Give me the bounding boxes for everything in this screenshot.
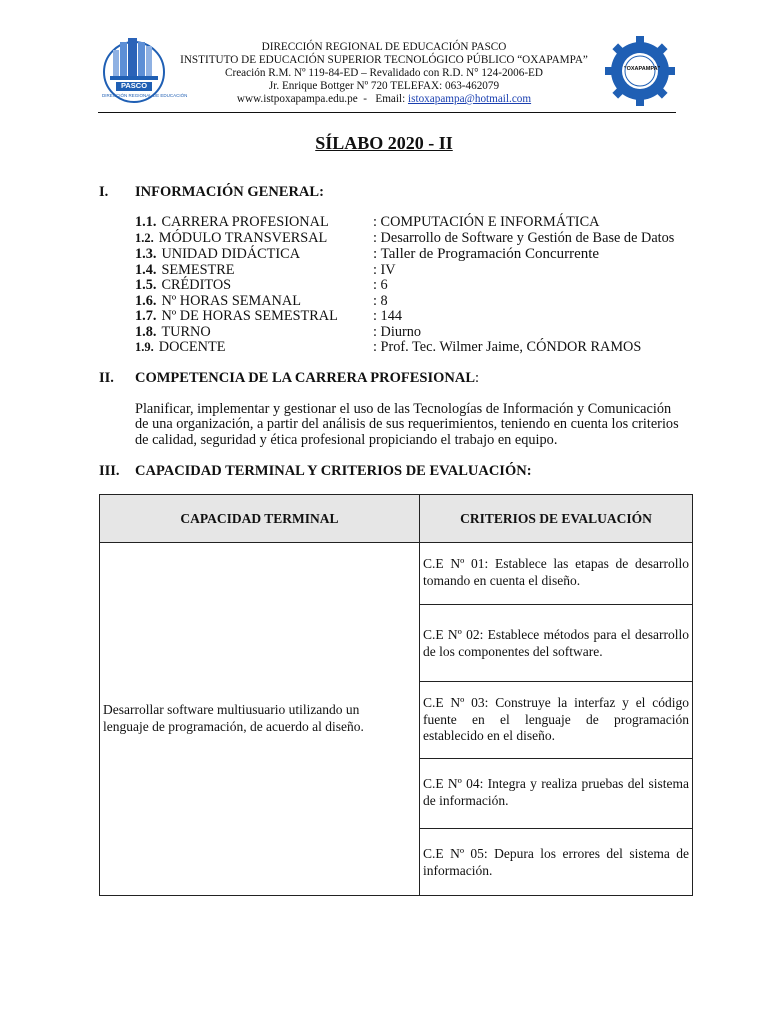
general-info-item: [135, 309, 338, 324]
item-label: SEMESTRE: [161, 262, 235, 278]
general-info-item: [135, 325, 211, 340]
criterion-cell: C.E Nº 02: Establece métodos para el desarrollo de los componentes del software.: [423, 627, 689, 659]
website-text: www.istpoxapampa.edu.pe - Email:: [236, 93, 408, 105]
general-info-item: [135, 340, 225, 355]
item-label: Nº HORAS SEMANAL: [161, 293, 301, 309]
table-header-criteria: CRITERIOS DE EVALUACIÓN: [420, 495, 692, 542]
item-number: 1.5.: [135, 277, 157, 293]
item-number: 1.1.: [135, 214, 157, 230]
page-title: SÍLABO 2020 - II: [315, 133, 453, 153]
logo-left-ring-text: DIRECCIÓN REGIONAL DE EDUCACIÓN: [102, 93, 188, 98]
criterion-cell: C.E Nº 01: Establece las etapas de desarrollo tomando en cuenta el diseño.: [423, 556, 689, 588]
header-line-4: Jr. Enrique Bottger Nº 720 TELEFAX: 063-462079: [268, 80, 500, 92]
item-label: Nº DE HORAS SEMESTRAL: [161, 308, 338, 324]
item-number: 1.9.: [135, 340, 154, 354]
criterion-cell: C.E Nº 03: Construye la interfaz y el código fuente en el lenguaje de programación establecido en el diseño.: [423, 695, 689, 743]
item-value: : 6: [373, 277, 388, 293]
item-number: 1.6.: [135, 293, 157, 309]
table-row-divider: [419, 681, 693, 682]
item-number: 1.2.: [135, 231, 154, 245]
general-info-item: [135, 263, 235, 278]
item-label: CRÉDITOS: [161, 277, 232, 293]
section-3-title: CAPACIDAD TERMINAL Y CRITERIOS DE EVALUACIÓN:: [135, 463, 532, 479]
item-label: DOCENTE: [158, 339, 226, 355]
item-value: : 144: [373, 308, 402, 324]
table-header-divider: [99, 542, 693, 543]
item-value: : COMPUTACIÓN E INFORMÁTICA: [373, 214, 600, 230]
item-value: : 8: [373, 293, 388, 309]
section-3-number: III.: [99, 463, 120, 479]
item-label: MÓDULO TRANSVERSAL: [158, 230, 328, 246]
capacity-cell: Desarrollar software multiusuario utilizando un lenguaje de programación, de acuerdo al diseño.: [103, 702, 364, 734]
item-number: 1.3.: [135, 246, 157, 262]
criterion-cell: C.E Nº 04: Integra y realiza pruebas del sistema de información.: [423, 776, 689, 808]
logo-right-text: "OXAPAMPA": [624, 66, 661, 72]
item-label: CARRERA PROFESIONAL: [161, 214, 329, 230]
header-line-1: DIRECCIÓN REGIONAL DE EDUCACIÓN PASCO: [261, 41, 507, 53]
item-number: 1.8.: [135, 324, 157, 340]
competence-paragraph: Planificar, implementar y gestionar el uso de las Tecnologías de Información y Comunicación de una organización, a partir del análisis de sus requerimientos, teniendo en cuenta los criterios de calidad, seguridad y ética profesional propiciando el trabajo en equipo.: [135, 401, 679, 448]
table-header-capacity: CAPACIDAD TERMINAL: [100, 495, 419, 542]
item-label: TURNO: [161, 324, 211, 340]
table-row-divider: [419, 828, 693, 829]
logo-left-text: PASCO: [120, 81, 148, 90]
table-column-divider: [419, 494, 420, 896]
criterion-cell: C.E Nº 05: Depura los errores del sistema de información.: [423, 846, 689, 878]
section-2-title-text: COMPETENCIA DE LA CARRERA PROFESIONAL: [135, 370, 475, 386]
table-row-divider: [419, 604, 693, 605]
general-info-item: [135, 294, 301, 309]
item-label: UNIDAD DIDÁCTICA: [161, 246, 301, 262]
general-info-item: [135, 247, 300, 262]
header-line-2: INSTITUTO DE EDUCACIÓN SUPERIOR TECNOLÓGICO PÚBLICO “OXAPAMPA”: [180, 54, 588, 66]
item-value: : Taller de Programación Concurrente: [373, 246, 600, 262]
email-link[interactable]: istoxapampa@hotmail.com: [408, 93, 532, 105]
general-info-item: [135, 278, 231, 293]
item-value: : Desarrollo de Software y Gestión de Base de Datos: [373, 230, 675, 246]
item-value: : Prof. Tec. Wilmer Jaime, CÓNDOR RAMOS: [373, 339, 642, 355]
section-2-number: II.: [99, 370, 114, 386]
item-number: 1.7.: [135, 308, 157, 324]
item-value: : IV: [373, 262, 396, 278]
section-1-title: INFORMACIÓN GENERAL:: [135, 184, 324, 200]
item-value: : Diurno: [373, 324, 422, 340]
header-divider: [98, 112, 676, 113]
table-row-divider: [419, 758, 693, 759]
general-info-item: [135, 231, 327, 246]
section-1-number: I.: [99, 184, 109, 200]
header-line-3: Creación R.M. Nº 119-84-ED – Revalidado con R.D. N° 124-2006-ED: [225, 67, 543, 79]
general-info-item: [135, 215, 329, 230]
header-line-5: [0, 93, 768, 107]
section-2-colon: :: [475, 370, 480, 386]
section-2-title: [135, 370, 479, 387]
item-number: 1.4.: [135, 262, 157, 278]
